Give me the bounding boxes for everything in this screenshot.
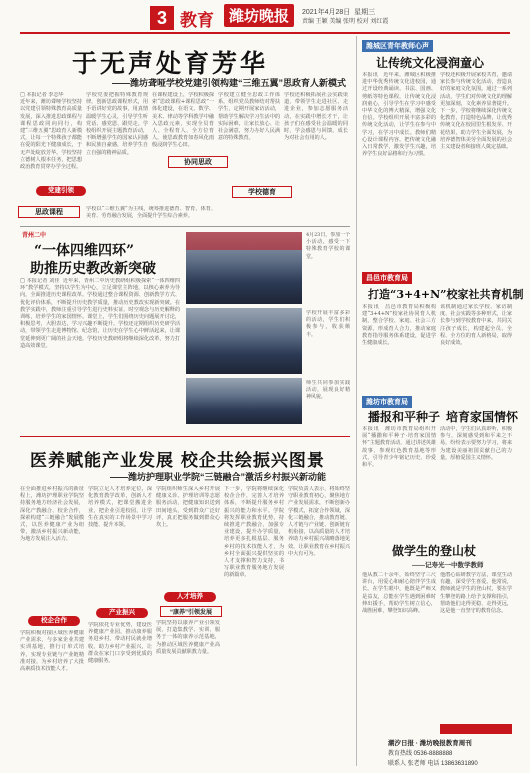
pill-rencai: 人才培养	[164, 592, 216, 602]
bottom-col2b: 学院依托专业优势，建设医养健康产业园，推动康养服务进乡村，带动村民就业增收，助力乡村产业振兴，让群众在家门口享受到优质的健康服务。	[88, 622, 152, 665]
box-sizheng-kecheng: 思政课程	[18, 206, 80, 218]
bottom-col3: 学院组织师生深入乡村开展健康义诊、护理培训等志愿服务活动，把健康知识送到田间地头，受到群众广泛好评，真正把服务做到群众心坎上。	[156, 486, 220, 529]
photo-caption-3: 师生共同参加实践活动，展现良好精神风貌。	[306, 380, 350, 401]
header-rule	[20, 32, 510, 34]
bottom-article-subtitle: ——潍坊护理职业学院“三链融合”激活乡村振兴新动能	[110, 472, 327, 482]
top-article-extra: 学校以“三维五翼”为主线，统筹推进德育、智育、体育、美育、劳育融合发展，全面提升学生综合素养。	[86, 206, 216, 220]
sidebar-footer-3: 联系人 张老师 电话 13863631890	[388, 761, 478, 767]
newspaper-logo: 潍坊晚报	[224, 4, 294, 27]
section-name: 教育	[180, 11, 214, 30]
sidebar-col1b: 学校还积极开展家校共育，邀请家长参与传统文化活动，营造良好的家庭文化氛围。通过一系列活动，学生们对传统文化的理解更加深刻，文化素养显著提升。下一步，学校将继续深化传统文化教育，打造特色品牌，让优秀传统文化在校园里生根发芽、开花结果，助力学生全面发展，为培养德智体美劳全面发展的社会主义建设者和接班人奠定基础。	[440, 72, 512, 151]
sidebar-col3b: 活动中，学生们认真聆听，积极参与，深刻感受到和平来之不易，纷纷表示要努力学习，将来为建设美丽祖国贡献自己的力量，厚植爱国主义情怀。	[440, 426, 512, 461]
divider-top	[20, 226, 350, 227]
top-article-col4: 学校建立健全思政工作体系，组织党员教师结对帮扶学生，定期开展家访活动，帮助学生解决学习生活中的实际困难，让家长放心、让社会满意，努力办好人民满意的特殊教育。	[218, 92, 280, 142]
top-article-subtitle: ——潍坊聋哑学校党建引领构建“三维五翼”思政育人新模式	[112, 78, 347, 88]
middle-title2: 助推历史教改新突破	[30, 261, 156, 277]
bottom-col2: 学院立足人才培养定位，深化教育教学改革，创新人才培养模式，把课堂搬进企业，把企业引进校园，让学生在真实的工作场景中学习技能、提升本领。	[88, 486, 152, 529]
sidebar-head-1: 潍城区青年教师心声	[362, 40, 433, 52]
middle-article-body: □ 本报记者 刘佳 近年来，青州二中历史教研组积极探索“一体四维四环”教学模式，坚持以学生为中心，立足课堂主阵地，以核心素养为导向，全面推进历史课程改革。学校通过整合课程资源、创新教学方式、优化评价体系，不断提升历史教学质量，推动历史教改实现新突破。在教学实践中，教师注重引导学生进行史料实证、时空观念与历史解释的训练，培养学生的家国情怀。课堂上，学生们围绕历史问题展开讨论，积极思考，大胆表达，学习兴趣不断提升。学校还定期组织历史研学活动，带领学生走进博物馆、纪念馆，让历史在学生心中鲜活起来，让课堂延伸到更广阔的社会天地。学校历史教研组将继续深化改革，努力打造高效课堂。	[20, 278, 180, 349]
sidebar-head-2: 昌邑市教育局	[362, 272, 412, 284]
sidebar-title-4-sub: ——记寿光一中数学教师	[412, 562, 484, 569]
sidebar-footer-1: 潮汐日报 · 潍坊晚报教育周刊	[388, 740, 472, 747]
sidebar-col4b: 他潜心钻研教学方法，课堂生动有趣，深受学生喜爱。他常说，教师就是学生的登山杖，要在学生攀登的路上给予支撑和指引，帮助他们走得更稳、走得更远，这是他一直坚守的教育信念。	[440, 572, 512, 615]
bottom-col1: 在全面推进乡村振兴的新征程上，潍坊护理职业学院坚持服务地方经济社会发展，深化产教融合、校企合作，探索构建“三链融合”发展模式，以医养健康产业为纽带，激活乡村振兴新动能，为地方发展注入活力。	[20, 486, 84, 543]
classroom-photo	[186, 308, 302, 374]
pill-chanye: 产业振兴	[96, 608, 148, 618]
divider-bottom	[20, 436, 350, 437]
activity-photo	[186, 378, 302, 424]
sidebar-title-2: 打造“3+4+N”校家社共育机制	[368, 288, 524, 301]
photo-banner	[186, 232, 302, 250]
graduation-photo	[186, 232, 302, 304]
box-xuexiao-deyu: 学校德育	[232, 186, 292, 198]
middle-kicker: 青州二中	[22, 233, 47, 239]
sidebar-title-4: 做学生的登山杖	[392, 544, 477, 558]
photo-caption-2: 学校开展丰富多彩的活动，学生们积极参与，收获颇丰。	[306, 310, 350, 338]
issue-date: 2021年4月28日 星期三	[302, 9, 376, 16]
top-article-col3: 在课程建设上，学校积极探索“思政课程+课程思政”一体化建设，在语文、数学、美术、律动等学科教学中融入思政元素，实现全员育人、全程育人、全方位育人，使思政教育如春风化雨般浸润学生心田。	[152, 92, 214, 149]
editor-meta: 责编 王颖 美编 张明 校对 刘红霞	[302, 19, 389, 25]
top-article-col5: 学校还积极拓展社会实践渠道，带领学生走进社区、走进企业，参加志愿服务活动，在实践中增长才干，让孩子们在感受社会温暖的同时，学会感恩与回馈，成长为对社会有用的人。	[284, 92, 348, 142]
sidebar-footer-2: 教育热线 0536-8888888	[388, 751, 453, 757]
bottom-col1b: 学院积极对接区域医养健康产业需求，与多家企业共建实训基地，推行订单式培养，实现专业链与产业链精准对接，为乡村培养了大批高素质技术技能人才。	[20, 630, 84, 673]
sidebar-col2a: 本报讯 昌邑市教育局积极构建“3+4+N”校家社协同育人机制，整合学校、家庭、社会三方资源，形成育人合力，推动家庭教育指导服务体系建设，促进学生健康成长。	[362, 304, 436, 347]
top-article-col1: □ 本报记者 李志华 近年来，潍坊聋哑学校坚持以党建引领特殊教育高质量发展，深入推进思政课程与课程思政同向同行，构建“三维五翼”思政育人新模式，让每一个特殊孩子都能在爱的阳光下健康成长，于无声处绽放芳华。学校坚持立德树人根本任务，把思想政治教育贯穿办学全过程。	[20, 92, 82, 171]
sidebar-title-3a: 播报和平种子	[368, 410, 441, 424]
sidebar-head-3: 潍坊市教育局	[362, 396, 412, 408]
bottom-col3b: 学院坚持以康养产业引领发展，打造集教学、实训、服务于一体的康养示范基地，为推动区域医养健康产业高质量发展贡献职教力量。	[156, 620, 220, 655]
top-article-title: 于无声处育芳华	[72, 49, 269, 78]
box-kangyang: “康养”引领发展	[160, 606, 222, 617]
bottom-col5: 学院负责人表示，将始终坚守职业教育初心，聚焦地方产业发展需求，不断创新办学模式，拓宽合作领域，深化三链融合，推动教育链、人才链与产业链、创新链有机衔接，以高质量的人才培养助力乡村振兴战略落地见效，让职业教育在乡村振兴中大有可为。	[288, 486, 350, 557]
sidebar-title-1: 让传统文化浸润童心	[376, 56, 485, 70]
pill-xiaoqi: 校企合作	[28, 616, 80, 626]
bottom-article-title: 医养赋能产业发展 校企共绘振兴图景	[30, 451, 325, 471]
sidebar-col1a: 本报讯 近年来，潍城区积极推进中华优秀传统文化进校园，通过开设经典诵读、书法、国画、剪纸等特色课程，让传统文化浸润童心，引导学生在学习中感受中华文化的博大精深，增强文化自信。学校组织开展丰富多彩的传统文化活动，让学生在参与中学习，在学习中成长。教师们精心设计课程内容，把传统文化融入日常教学，激发学生兴趣，培养学生良好品格和行为习惯。	[362, 72, 436, 158]
pill-dangjian: 党建引领	[36, 186, 86, 196]
sidebar-col4a: 他从教二十余年，始终坚守三尺讲台，用爱心和耐心陪伴学生成长。在学生眼中，他既是严师又是益友，总能在学生遇到困难时伸出援手，帮助学生树立信心，战胜困难，攀登知识高峰。	[362, 572, 436, 615]
middle-title: “一体四维四环”	[34, 243, 135, 259]
sidebar-col3a: 本报讯 潍坊市教育局组织开展“播撒和平种子·培育家国情怀”主题教育活动，通过讲述英雄故事、参观红色教育基地等形式，引导青少年铭记历史、珍爱和平。	[362, 426, 436, 469]
bottom-col4: 下一步，学院将继续深化校企合作，完善人才培养体系，不断提升服务乡村振兴的能力和水平。学院将发挥职业教育优势，持续推进产教融合，加强专业建设，提升办学质量，培养更多扎根基层、服务乡村的技术技能人才，为乡村全面振兴提供坚实的人才支撑和智力支持，书写职业教育服务地方发展的新篇章。	[224, 486, 284, 579]
sidebar-col2b: 该机制通过家长学校、家访制度、社会实践等多种形式，让家长参与到学校教育中来，共同关注孩子成长，构建起全员、全程、全方位的育人新格局，取得良好成效。	[440, 304, 512, 347]
sidebar-title-3b: 培育家国情怀	[446, 410, 519, 424]
page-number: 3	[150, 6, 174, 30]
sidebar-divider	[356, 36, 357, 766]
sidebar-footer-bar	[440, 724, 512, 734]
box-xietong-sizheng: 协同思政	[168, 156, 228, 168]
photo-caption-1: 4月23日，参加一个小活动，感受一下特殊教育学校的课堂。	[306, 232, 350, 260]
top-article-col2: 学校党委把握特殊教育规律，创新思政课程形式，用手语讲好党的故事，用真情温暖学生心灵，引导学生听党话、感党恩、跟党走。学校组织开展主题教育活动，不断增强学生的国家认同感和民族自豪感，培养学生自立自强的精神品质。	[86, 92, 148, 156]
